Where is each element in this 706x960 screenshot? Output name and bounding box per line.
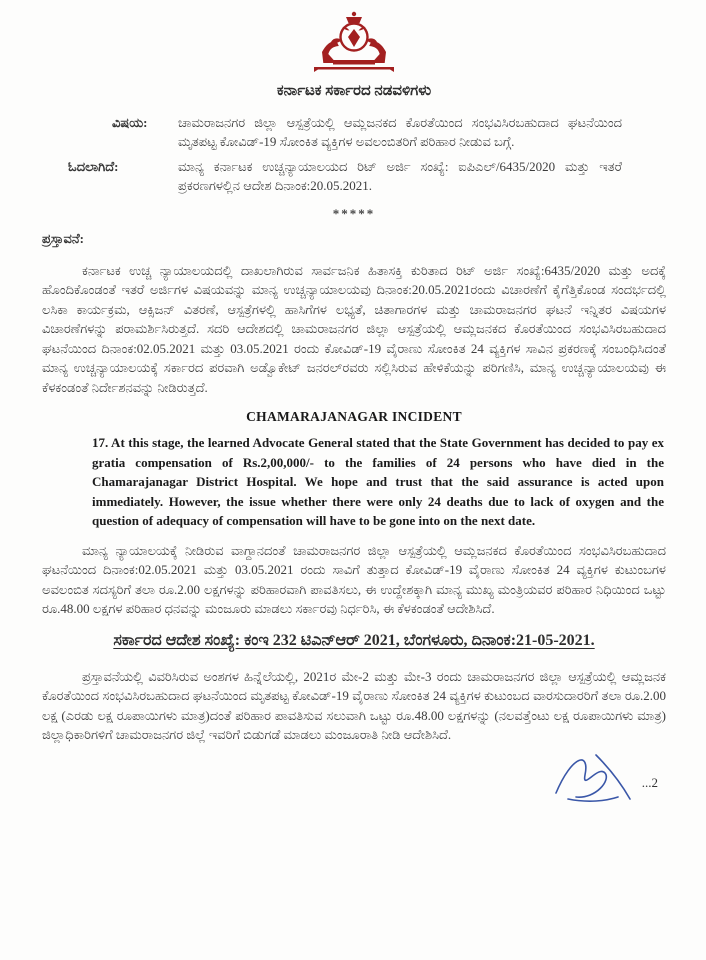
separator-stars: ***** — [332, 205, 376, 221]
incident-heading: CHAMARAJANAGAR INCIDENT — [246, 409, 462, 424]
signature-row — [42, 747, 666, 805]
subject-row — [42, 113, 622, 152]
incident-paragraph: 17. At this stage, the learned Advocate General stated that the State Government has decided to pay ex gratia compensation of Rs.2,00,000/- to the families of 24 persons who have died in the Chamarajanagar District Hospital. We hope and trust that the said assurance is acted upon immediately. However, the issue whether there were only 24 deaths due to lack of oxygen and the question of adequacy of compensation will have to be gone into on the next date. — [92, 435, 664, 529]
preamble-heading: ಪ್ರಸ್ತಾವನೆ: — [42, 231, 84, 246]
preamble-paragraph: ಕರ್ನಾಟಕ ಉಚ್ಚ ನ್ಯಾಯಾಲಯದಲ್ಲಿ ದಾಖಲಾಗಿರುವ ಸಾರ್ವಜನಿಕ ಹಿತಾಸಕ್ತಿ ಕುರಿತಾದ ರಿಟ್ ಅರ್ಜಿ ಸಂಖ್ಯೆ:6435/2020 ಮತ್ತು ಅದಕ್ಕೆ ಹೊಂದಿಕೊಂಡಂತೆ ಇತರೆ ಅರ್ಜಿಗಳ ವಿಷಯವನ್ನು ಮಾನ್ಯ ಉಚ್ಚನ್ಯಾಯಾಲಯವು ದಿನಾಂಕ:20.05.2021ರಂದು ವಿಚಾರಣೆಗೆ ಕೈಗೆತ್ತಿಕೊಂಡ ಸಂದರ್ಭದಲ್ಲಿ ಲಸಿಕಾ ಕಾರ್ಯಕ್ರಮ, ಆಕ್ಸಿಜನ್ ವಿತರಣೆ, ಆಸ್ಪತ್ರೆಗಳಲ್ಲಿ ಹಾಸಿಗೆಗಳ ಲಭ್ಯತೆ, ಚಿತಾಗಾರಗಳ ಮತ್ತು ಚಾಮರಾಜನಗರ ಘಟನೆ ಇನ್ನಿತರ ವಿಷಯಗಳ ವಿಚಾರಣೆಗಳನ್ನು ಪರಾಮರ್ಶಿಸಿರುತ್ತದೆ. ಸದರಿ ಆದೇಶದಲ್ಲಿ ಚಾಮರಾಜನಗರ ಜಿಲ್ಲಾ ಆಸ್ಪತ್ರೆಯಲ್ಲಿ ಆಮ್ಲಜನಕದ ಕೊರತೆಯಿಂದ ಸಂಭವಿಸಿರಬಹುದಾದ ಘಟನೆಯಿಂದ ದಿನಾಂಕ:02.05.2021 ಮತ್ತು 03.05.2021 ರಂದು ಕೋವಿಡ್-19 ವೈರಾಣು ಸೋಂಕಿತ 24 ವ್ಯಕ್ತಿಗಳ ಸಾವಿನ ಪ್ರಕರಣಕ್ಕೆ ಸಂಬಂಧಿಸಿದಂತೆ ಮಾನ್ಯ ಉಚ್ಚನ್ಯಾಯಾಲಯಕ್ಕೆ ಸರ್ಕಾರದ ಪರವಾಗಿ ಅಡ್ವೊಕೇಟ್ ಜನರಲ್‌ರವರು ಸಲ್ಲಿಸಿರುವ ಹೇಳಿಕೆಯನ್ನು ಪರಿಗಣಿಸಿ, ಮಾನ್ಯ ಉಚ್ಚನ್ಯಾಯಾಲಯವು ಈ ಕೆಳಕಂಡಂತೆ ನಿರ್ದೇಶನವನ್ನು ನೀಡಿರುತ್ತದೆ. — [42, 262, 666, 395]
karnataka-state-emblem-graphic — [306, 10, 402, 74]
decision-paragraph: ಮಾನ್ಯ ನ್ಯಾಯಾಲಯಕ್ಕೆ ನೀಡಿರುವ ವಾಗ್ದಾನದಂತೆ ಚಾಮರಾಜನಗರ ಜಿಲ್ಲಾ ಆಸ್ಪತ್ರೆಯಲ್ಲಿ ಆಮ್ಲಜನಕದ ಕೊರತೆಯಿಂದ ಸಂಭವಿಸಿರಬಹುದಾದ ಘಟನೆಯಿಂದ ದಿನಾಂಕ:02.05.2021 ಮತ್ತು 03.05.2021 ರಂದು ಸಾವಿಗೆ ತುತ್ತಾದ ಕೋವಿಡ್-19 ವೈರಾಣು ಸೋಂಕಿತ 24 ವ್ಯಕ್ತಿಗಳ ಕುಟುಂಬಗಳ ಅವಲಂಬಿತ ಸದಸ್ಯರಿಗೆ ತಲಾ ರೂ.2.00 ಲಕ್ಷಗಳನ್ನು ಪರಿಹಾರವಾಗಿ ಪಾವತಿಸಲು, ಈ ಉದ್ದೇಶಕ್ಕಾಗಿ ಮಾನ್ಯ ಮುಖ್ಯ ಮಂತ್ರಿಯವರ ಪರಿಹಾರ ನಿಧಿಯಿಂದ ಒಟ್ಟು ರೂ.48.00 ಲಕ್ಷಗಳ ಪರಿಹಾರ ಧನವನ್ನು ಮಂಜೂರು ಮಾಡಲು ಸರ್ಕಾರವು ನಿರ್ಧರಿಸಿ, ಈ ಕೆಳಕಂಡಂತೆ ಆದೇಶಿಸಿದೆ. — [42, 542, 666, 617]
order-paragraph: ಪ್ರಸ್ತಾವನೆಯಲ್ಲಿ ವಿವರಿಸಿರುವ ಅಂಶಗಳ ಹಿನ್ನೆಲೆಯಲ್ಲಿ, 2021ರ ಮೇ-2 ಮತ್ತು ಮೇ-3 ರಂದು ಚಾಮರಾಜನಗರ ಜಿಲ್ಲಾ ಆಸ್ಪತ್ರೆಯಲ್ಲಿ ಆಮ್ಲಜನಕ ಕೊರತೆಯಿಂದ ಸಂಭವಿಸಿರಬಹುದಾದ ಘಟನೆಯಿಂದ ಮೃತಪಟ್ಟ ಕೋವಿಡ್-19 ವೈರಾಣು ಸೋಂಕಿತ 24 ವ್ಯಕ್ತಿಗಳ ಕುಟುಂಬದ ವಾರಸುದಾರರಿಗೆ ತಲಾ ರೂ.2.00 ಲಕ್ಷ (ಎರಡು ಲಕ್ಷ ರೂಪಾಯಿಗಳು ಮಾತ್ರ)ದಂತೆ ಪರಿಹಾರ ಪಾವತಿಸುವ ಸಲುವಾಗಿ ಒಟ್ಟು ರೂ.48.00 ಲಕ್ಷಗಳನ್ನು (ನಲವತ್ತೆಂಟು ಲಕ್ಷ ರೂಪಾಯಿಗಳು ಮಾತ್ರ) ಜಿಲ್ಲಾಧಿಕಾರಿಗಳಿಗೆ ಚಾಮರಾಜನಗರ ಜಿಲ್ಲೆ ಇವರಿಗೆ ಬಿಡುಗಡೆ ಮಾಡಲು ಮಂಜೂರಾತಿ ನೀಡಿ ಆದೇಶಿಸಿದೆ. — [42, 668, 666, 743]
order-number-heading: ಸರ್ಕಾರದ ಆದೇಶ ಸಂಖ್ಯೆ: ಕಂಇ 232 ಟಿಎನ್ಆರ್ 2021, ಬೆಂಗಳೂರು, ದಿನಾಂಕ:21-05-2021. — [113, 631, 595, 649]
signature — [544, 747, 636, 805]
read-label: ಓದಲಾಗಿದೆ: — [68, 158, 119, 174]
read-text: ಮಾನ್ಯ ಕರ್ನಾಟಕ ಉಚ್ಚನ್ಯಾಯಾಲಯದ ರಿಟ್ ಅರ್ಜಿ ಸಂಖ್ಯೆ: ಐಪಿಎಲ್/6435/2020 ಮತ್ತು ಇತರೆ ಪ್ರಕರಣಗಳಲ್ಲಿನ ಆದೇಶ ದಿನಾಂಕ:20.05.2021. — [178, 158, 622, 193]
read-row — [42, 157, 622, 196]
karnataka-state-emblem — [42, 10, 666, 76]
subject-label: ವಿಷಯ: — [112, 114, 148, 130]
subject-text: ಚಾಮರಾಜನಗರ ಜಿಲ್ಲಾ ಆಸ್ಪತ್ರೆಯಲ್ಲಿ ಆಮ್ಲಜನಕದ ಕೊರತೆಯಿಂದ ಸಂಭವಿಸಿರಬಹುದಾದ ಘಟನೆಯಿಂದ ಮೃತಪಟ್ಟ ಕೋವಿಡ್-19 ಸೋಂಕಿತ ವ್ಯಕ್ತಿಗಳ ಅವಲಂಬಿತರಿಗೆ ಪರಿಹಾರ ನೀಡುವ ಬಗ್ಗೆ. — [178, 114, 622, 149]
page-number: ...2 — [641, 775, 658, 791]
document-title: ಕರ್ನಾಟಕ ಸರ್ಕಾರದ ನಡವಳಿಗಳು — [276, 83, 432, 99]
